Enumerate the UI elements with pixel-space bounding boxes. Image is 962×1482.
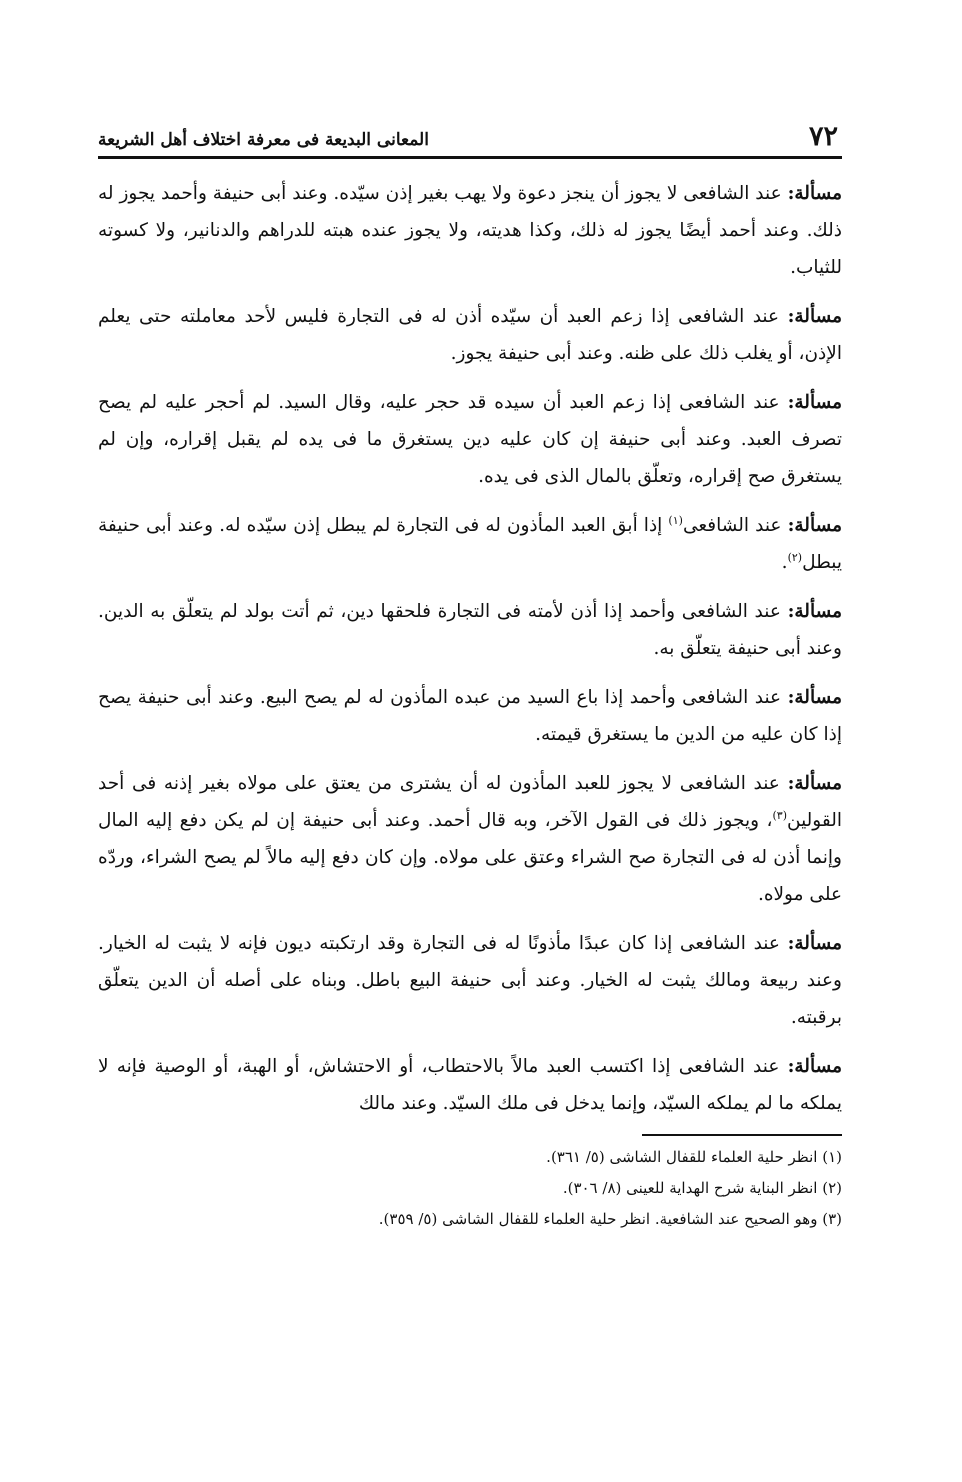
footnotes: [98, 1142, 842, 1235]
book-title: المعانى البديعة فى معرفة اختلاف أهل الشريعة: [98, 130, 429, 150]
paragraph-text: عند الشافعى وأحمد إذا أذن لأمته فى التجارة فلحقها دين، ثم أتت بولد لم يتعلّق به الدين. وعند أبى حنيفة يتعلّق به.: [98, 601, 842, 659]
footnote-ref-1[interactable]: (١): [668, 513, 683, 527]
masala-paragraph: [98, 925, 842, 1036]
masala-paragraph: [98, 593, 842, 667]
paragraph-text: عند الشافعى إذا زعم العبد أن سيّده أذن له فى التجارة فليس لأحد معاملته حتى يعلم الإذن، أو يغلب ذلك على ظنه. وعند أبى حنيفة يجوز.: [98, 306, 842, 364]
paragraph-text: عند الشافعى إذا اكتسب العبد مالاً بالاحتطاب، أو الاحتشاش، أو الهبة، أو الوصية فإنه لا يملكه ما لم يملكه السيّد، وإنما يدخل فى ملك السيّد. وعند مالك: [98, 1056, 842, 1114]
paragraph-text: عند الشافعى إذا كان عبدًا مأذونًا له فى التجارة وقد ارتكبته ديون فإنه لا يثبت له الخيار. وعند ربيعة ومالك يثبت له الخيار. وعند أبى حنيفة البيع باطل. وبناه على أصله أن الدين يتعلّق برقبته.: [98, 933, 842, 1028]
body-text: [98, 175, 842, 1122]
masala-label: مسألة:: [787, 601, 842, 622]
masala-paragraph: [98, 384, 842, 495]
masala-label: مسألة:: [787, 773, 842, 794]
masala-paragraph: [98, 765, 842, 913]
paragraph-text: عند الشافعى: [682, 515, 782, 536]
masala-label: مسألة:: [787, 183, 842, 204]
masala-label: مسألة:: [787, 306, 842, 327]
masala-paragraph: [98, 175, 842, 286]
masala-label: مسألة:: [787, 392, 842, 413]
footnote-2: (٢) انظر البناية شرح الهداية للعينى (٨/ ٣٠٦).: [562, 1179, 842, 1197]
masala-paragraph: [98, 679, 842, 753]
paragraph-text: عند الشافعى لا يجوز للعبد المأذون له أن يشترى من يعتق على مولاه بغير إذنه فى أحد القولين: [98, 773, 842, 831]
masala-paragraph: [98, 298, 842, 372]
paragraph-text: عند الشافعى إذا زعم العبد أن سيده قد حجر عليه، وقال السيد. لم أحجر عليه لم يصح تصرف العبد. وعند أبى حنيفة إن كان عليه دين يستغرق ما فى يده لم يقبل إقراره، وإن لم يستغرق صح إقراره، وتعلّق بالمال الذى فى يده.: [98, 392, 842, 487]
paragraph-text: عند الشافعى لا يجوز أن ينجز دعوة ولا يهب بغير إذن سيّده. وعند أبى حنيفة وأحمد يجوز له ذلك. وعند أحمد أيضًا يجوز له ذلك، وكذا هديته، ولا يجوز عنده هبته للدراهم والدنانير، ولا كسوته للثياب.: [98, 183, 842, 278]
footnote-ref-2[interactable]: (٢): [787, 550, 803, 564]
footnote-3: (٣) وهو الصحيح عند الشافعية. انظر حلية العلماء للقفال الشاشى (٥/ ٣٥٩).: [378, 1210, 842, 1228]
masala-label: مسألة:: [787, 1056, 842, 1077]
masala-paragraph: [98, 507, 842, 581]
paragraph-text: إذا أبق العبد المأذون له فى التجارة لم يبطل إذن سيّده له. وعند أبى حنيفة يبطل: [98, 515, 842, 573]
masala-label: مسألة:: [787, 687, 842, 708]
running-header: [98, 116, 842, 159]
masala-label: مسألة:: [787, 933, 842, 954]
footnote-divider: [642, 1134, 842, 1136]
masala-label: مسألة:: [787, 515, 842, 536]
masala-paragraph: [98, 1048, 842, 1122]
book-page: [98, 116, 842, 1376]
footnote-1: (١) انظر حلية العلماء للقفال الشاشى (٥/ ٣٦١).: [546, 1148, 842, 1166]
paragraph-text: عند الشافعى وأحمد إذا باع السيد من عبده المأذون له لم يصح البيع. وعند أبى حنيفة يصح إذا كان عليه من الدين ما يستغرق قيمته.: [98, 687, 842, 745]
paragraph-text: .: [781, 552, 788, 573]
footnote-ref-3[interactable]: (٣): [772, 808, 787, 822]
page-number: ٧٢: [808, 121, 838, 152]
paragraph-text: ، ويجوز ذلك فى القول الآخر، وبه قال أحمد. وعند أبى حنيفة إن لم يكن دفع إليه المال وإنما أذن له فى التجارة صح الشراء وعتق على مولاه. وإن كان دفع إليه مالاً لم يصح الشراء، وردّه على مولاه.: [98, 810, 842, 905]
